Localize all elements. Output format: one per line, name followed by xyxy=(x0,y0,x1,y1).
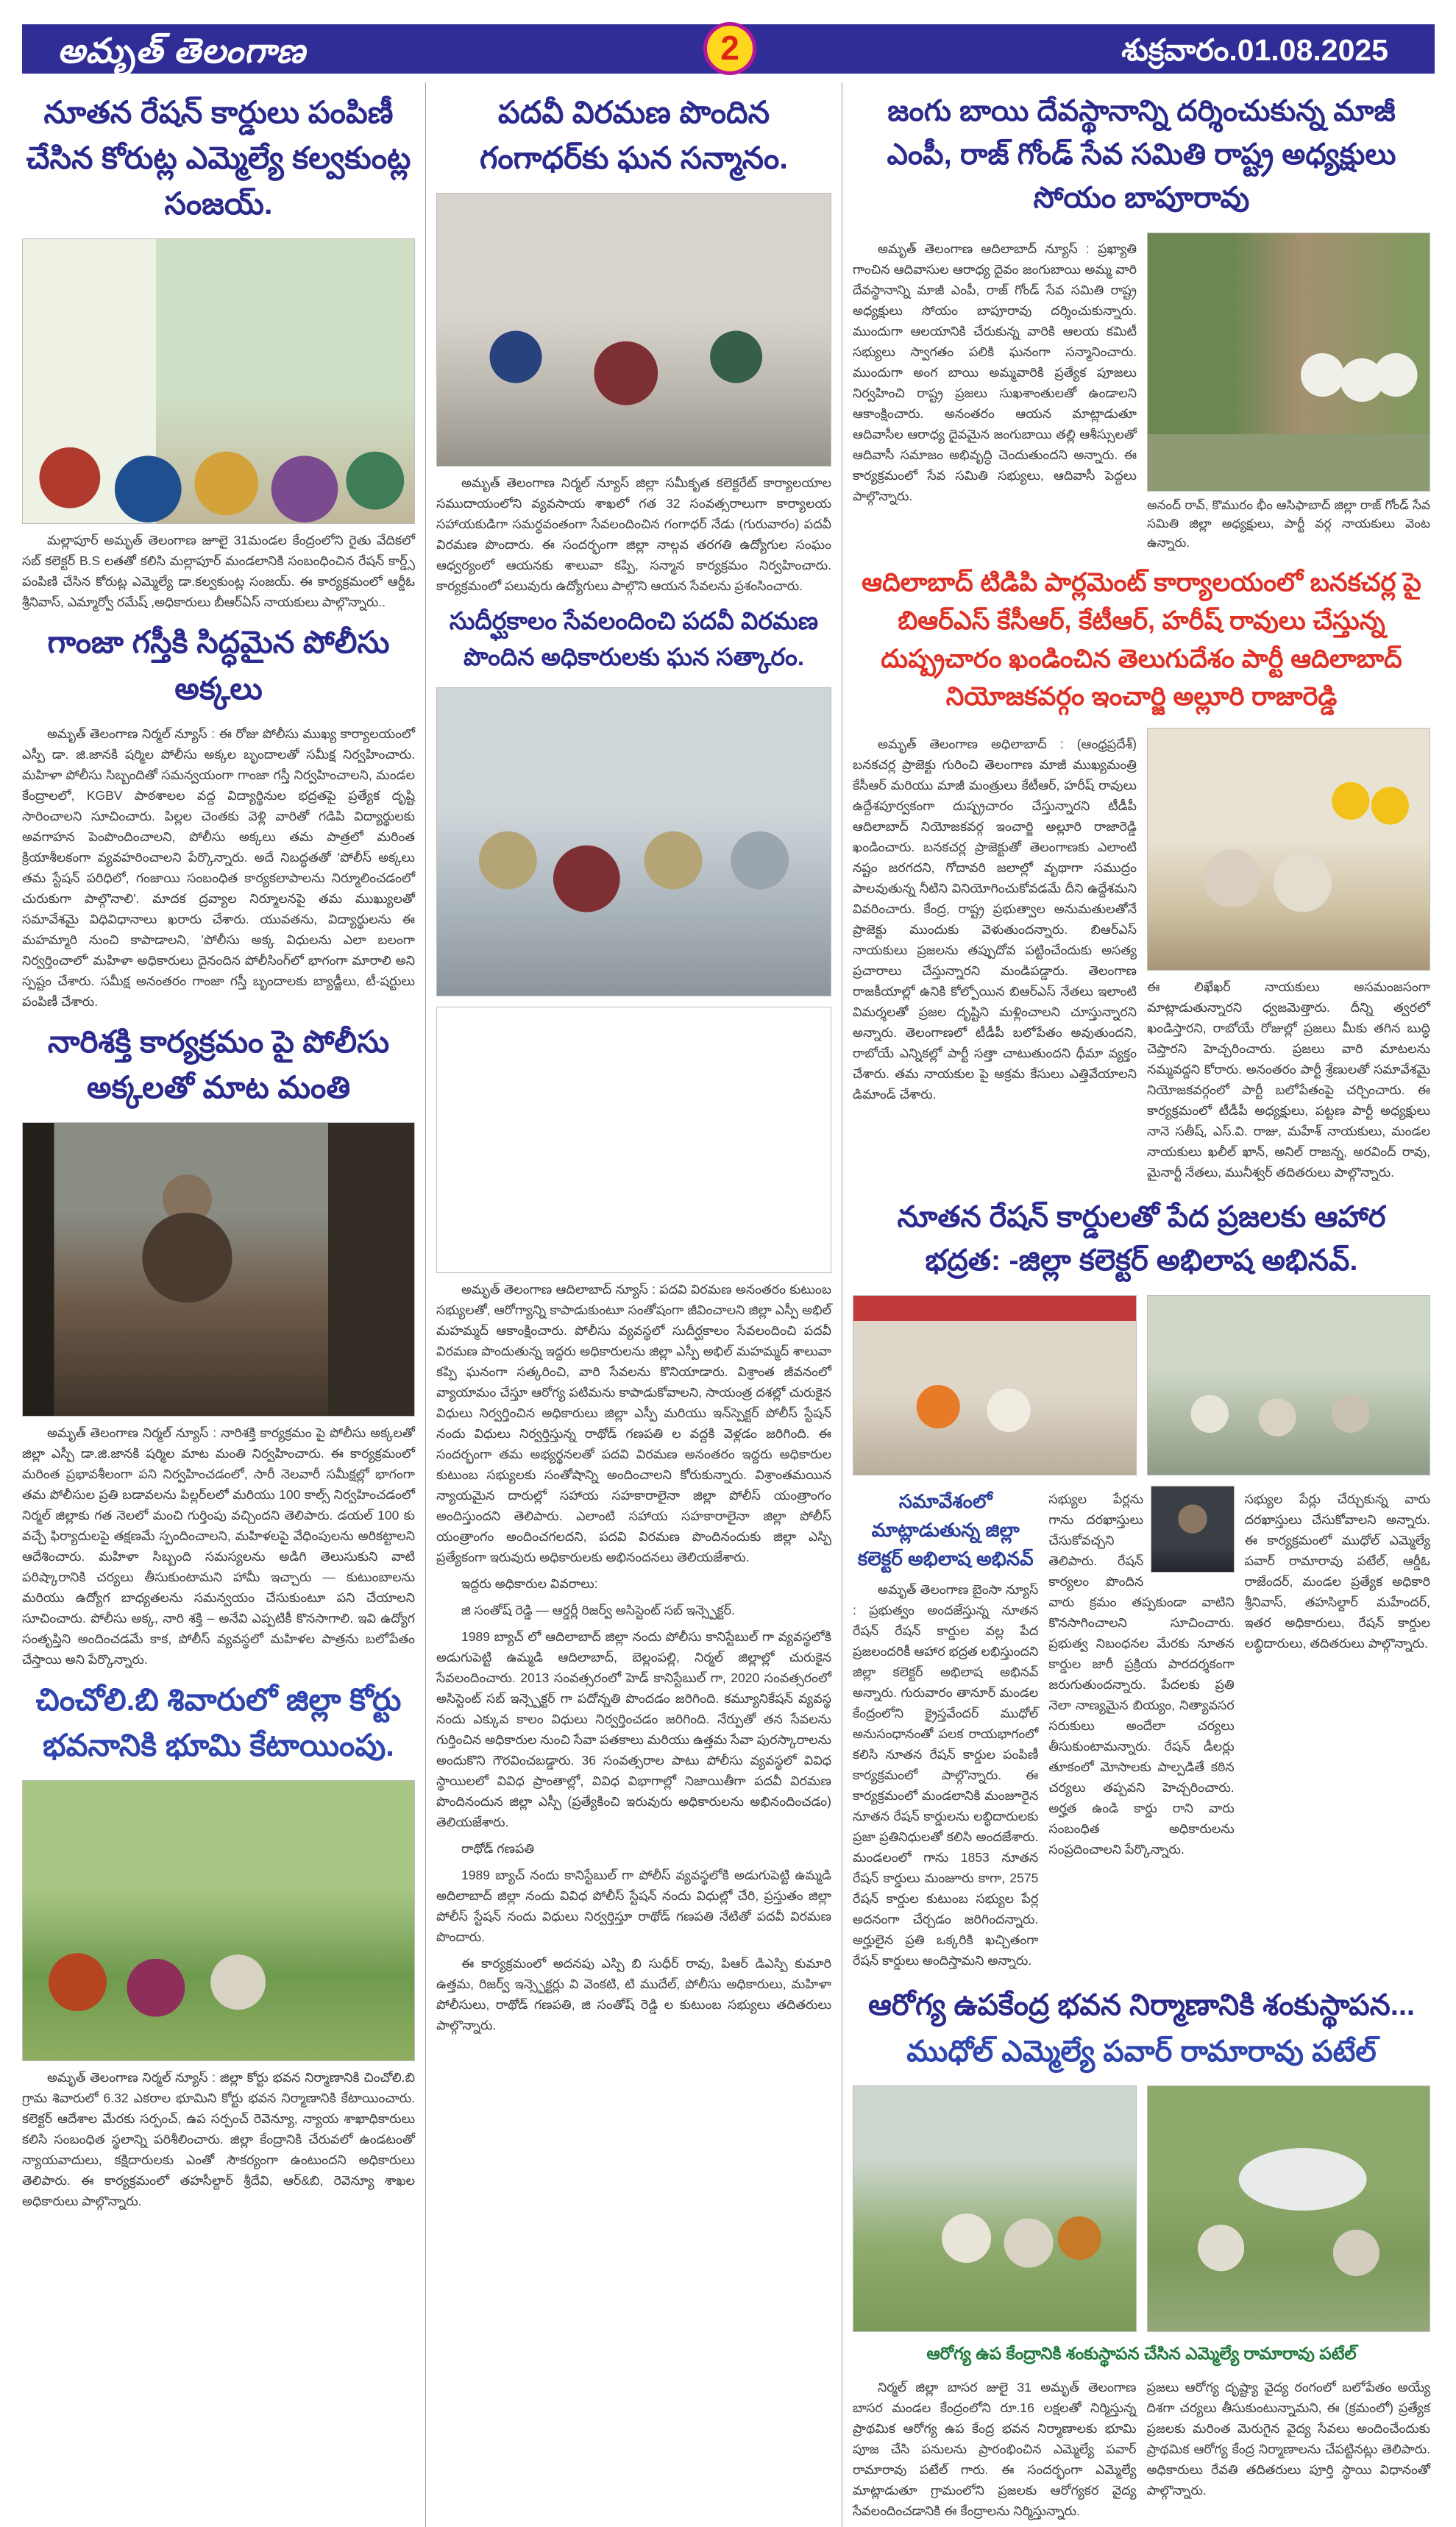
article-body-jangubai: అమృత్ తెలంగాణ ఆదిలాబాద్ న్యూస్ : ప్రఖ్యాతి గాంచిన ఆదివాసుల ఆరాధ్య దైవం జంగుబాయి అమ్మ వారి దేవస్థానాన్ని మాజీ ఎంపీ, రాజ్ గోండ్ సేవ సమితి రాష్ట్ర అధ్యక్షులు సోయం బాపూరావు దర్శించుకున్నారు. ముందుగా ఆలయానికి చేరుకున్న వారికి ఆలయ కమిటీ సభ్యులు స్వాగతం పలికి ఘనంగా సన్మానించారు. ముందుగా అంగ బాయి అమ్మవారికి ప్రత్యేక పూజలు నిర్వహించి రాష్ట్ర ప్రజలు సుఖశాంతులతో ఉండాలని ఆకాంక్షించారు. అనంతరం ఆయన మాట్లాడుతూ ఆదివాసీల ఆరాధ్య దైవమైన జంగుబాయి తల్లి ఆశీస్సులతో ఆదివాసీ సమాజం అభివృద్ధి చెందుతుందని అన్నారు. ఈ కార్యక్రమంలో సేవ సమితి సభ్యులు, ఆదివాసీ పెద్దలు పాల్గొన్నారు. xyxy=(853,241,1137,503)
page-number-badge: 2 xyxy=(703,22,756,75)
article-body-officers-honour-p2: 1989 బ్యాచ్ లో ఆదిలాబాద్ జిల్లా నందు పోలీసు కానిస్టేబుల్ గా వ్యవస్థలోకి అడుగుపెట్టి ఉమ్మడి ఆదిలాబాద్, బెల్లంపల్లి, నిర్మల్ జిల్లాల్లో చురుకైన సేవలందించారు. 2013 సంవత్సరంలో హెడ్ కానిస్టేబుల్ గా, 2020 సంవత్సరంలో అసిస్టెంట్ సబ్ ఇన్స్పెక్టర్ గా పదోన్నతి పొందడం జరిగింది. కమ్యూనికేషన్ వ్యవస్థ నందు ఎక్కువ కాలం విధులు నిర్వర్తించడం జరిగింది. నేర్పుతో తన సేవలను గుర్తించిన అధికారుల నుంచి సేవా పతకాలు మరియు ఉత్తమ సేవా పురస్కారాలను అందుకొని గౌరవించబడ్డారు. 36 సంవత్సరాల పాటు పోలీసు వ్యవస్థలో వివిధ స్థాయిలలో వివిధ ప్రాంతాల్లో, వివిధ విభాగాల్లో నిజాయితీగా పదవీ విరమణ పొందినందున జిల్లా ఎస్పీ (ప్రత్యేకించి ఇరువురు అధికారులను అభినందించడం) తెలియజేశారు. xyxy=(436,1628,831,1829)
article-body-court-land: అమృత్ తెలంగాణ నిర్మల్ న్యూస్ : జిల్లా కోర్టు భవన నిర్మాణానికి చించోలి.బి గ్రామ శివారులో 6.32 ఎకరాల భూమిని కోర్టు భవన నిర్మాణానికి కేటాయించారు. కలెక్టర్ ఆదేశాల మేరకు సర్పంచ్, ఉప సర్పంచ్ రెవెన్యూ, న్యాయ శాఖాధికారులు కలిసి సంబంధిత స్థలాన్ని పరిశీలించారు. జిల్లా కేంద్రానికి చేరువలో ఉండటంతో న్యాయవాదులు, కక్షిదారులకు ఎంతో సౌకర్యంగా ఉంటుందని అధికారులు తెలిపారు. ఈ కార్యక్రమంలో తహసీల్దార్ శ్రీదేవి, ఆర్&బి, రెవెన్యూ శాఖల అధికారులు పాల్గొన్నారు. xyxy=(22,2070,415,2209)
article-body-ration-col2: సభ్యుల పేర్లను గాను దరఖాస్తులు చేసుకోవచ్చని తెలిపారు. రేషన్ కార్యలం పొందిన వారు క్రమం తప్పకుండా వాటిని కొనసాగించాలని సూచించారు. ప్రభుత్వ నిబంధనల మేరకు నూతన కార్డుల జారీ ప్రక్రియ పారదర్శకంగా జరుగుతుందన్నారు. పేదలకు ప్రతి నెలా నాణ్యమైన బియ్యం, నిత్యావసర సరుకులు అందేలా చర్యలు తీసుకుంటామన్నారు. రేషన్ డీలర్లు తూకంలో మోసాలకు పాల్పడితే కఠిన చర్యలు తప్పవని హెచ్చరించారు. అర్హత ఉండి కార్డు రాని వారు సంబంధిత అధికారులను సంప్రదించాలని పేర్కొన్నారు. xyxy=(1048,1491,1235,1857)
newspaper-title: అమృత్ తెలంగాణ xyxy=(57,31,306,70)
article-body-officers-honour-p3: 1989 బ్యాచ్ నందు కానిస్టేబుల్ గా పోలీస్ వ్యవస్థలోకి అడుగుపెట్టి ఉమ్మడి అదిలాబాద్ జిల్లా నందు వివిధ పోలీస్ స్టేషన్ నందు విధుల్లో చేరి, ప్రస్తుతం జిల్లా పోలీస్ స్టేషన్ నందు విధులు నిర్వర్తిస్తూ రాథోడ్ గణపతి నేటితో పదవీ విరమణ పొందారు. xyxy=(436,1867,831,1944)
photo-court-land-inspection xyxy=(22,1780,415,2061)
subline-rathod-ganapathi: రాథోడ్ గణపతి xyxy=(461,1840,535,1856)
subline-officers-details: ఇద్దరు అధికారుల వివరాలు: xyxy=(461,1576,598,1591)
headline-health-subcentre-line2: ముధోల్ ఎమ్మెల్యే పవార్ రామారావు పటేల్ xyxy=(906,2035,1377,2068)
article-body-ration-col3: సభ్యుల పేర్లు చేర్చుకున్న వారు దరఖాస్తులు చేసుకోవాలని అన్నారు. ఈ కార్యక్రమంలో ముధోల్ ఎమ్మెల్యే పవార్ రామారావు పటేల్, ఆర్డీఓ రాజేందర్, మండల ప్రత్యేక అధికారి శ్రీనివాస్, తహసిల్దార్ మహేందర్, ఇతర అధికారులు, రేషన్ కార్డుల లబ్ధిదారులు, తదితరులు పాల్గొన్నారు. xyxy=(1244,1491,1430,1651)
row-jangubai xyxy=(853,233,1430,557)
headline-gangadhar-retirement: పదవీ విరమణ పొందిన గంగాధర్‌కు ఘన సన్మానం. xyxy=(480,95,788,176)
row-tdp xyxy=(853,728,1430,1188)
content-columns xyxy=(22,82,1430,2527)
column-left xyxy=(22,82,415,2527)
row-groundbreaking-photos xyxy=(853,2085,1430,2332)
subline-santosh-reddy: జి సంతోష్ రెడ్డి — ఆర్డర్లీ రిజర్వ్ అసిస్టెంట్ సబ్ ఇన్స్పెక్టర్. xyxy=(461,1602,735,1617)
article-body-ganja-patrol: అమృత్ తెలంగాణ నిర్మల్ న్యూస్ : ఈ రోజు పోలీసు ముఖ్య కార్యాలయంలో ఎస్పీ డా. జి.జానకి షర్మిల పోలీసు అక్కల బృందాలతో సమీక్ష నిర్వహించారు. మహిళా పోలీసు సిబ్బందితో సమన్వయంగా గాంజా గస్తీ నిర్వహించాలని, మండల కేంద్రాలలో, KGBV పాఠశాలల వద్ద విద్యార్థినుల భద్రతపై ప్రత్యేక దృష్టి సారించాలని సూచించారు. పిల్లల చెంతకు వెళ్లి వారితో గడిపి విద్యార్థులకు అవగాహన పెంపొందించాలని, పోలీసు అక్కలు తమ పాత్రలో మరింత క్రియాశీలకంగా వ్యవహరించాలని పేర్కొన్నారు. అదే నిబద్ధతతో 'పోలీస్ అక్కలు తమ స్టేషన్ పరిధిలో, గంజాయి సంబంధిత కార్యకలాపాలను నిర్మూలించడంలో చురుకుగా పాల్గొనాలి'. మాదక ద్రవ్యాల నిర్మూలనపై తమ ముఖ్యులతో సమావేశమై విధివిధానాలు ఖరారు చేశారు. యువతను, విద్యార్థులను ఈ మహమ్మారి నుంచి కాపాడాలని, 'పోలీసు అక్క విధులను ఎలా బలంగా నిర్వర్తించాలో' మహిళా అధికారులు దైనందిన పోలీసింగ్‌లో భాగంగా మారాలి అని స్పష్టం చేశారు. సమీక్ష అనంతరం గాంజా గస్తీ బృందాలకు బ్యాడ్జీలు, టీ-షర్టులు పంపిణీ చేశారు. xyxy=(22,726,415,1009)
caption-jangubai-photo: అనంద్ రావ్, కొమురం భీం ఆసిఫాబాద్ జిల్లా రాజ్ గోండ్ సేవ సమితి జిల్లా అధ్యక్షులు, పార్టీ వర్గ నాయకులు వెంట ఉన్నారు. xyxy=(1147,497,1430,550)
photo-officer-felicitation-2 xyxy=(436,1007,831,1273)
headline-health-subcentre-line1: ఆరోగ్య ఉపకేంద్ర భవన నిర్మాణానికి శంకుస్థాపన... xyxy=(867,1988,1416,2021)
photo-collector-meeting xyxy=(853,1295,1137,1475)
photo-tdp-office-meeting xyxy=(1147,728,1430,971)
article-body-officers-honour-p4: ఈ కార్యక్రమంలో అదనపు ఎస్పి బి సుధీర్ రావు, పిఆర్ డిఎస్పి కుమారి ఉత్తమ, రిజర్వ్ ఇన్స్పెక్టర్లు వి వెంకటి, టి ముదేల్, పోలీసు అధికారులు, మహిళా పోలీసులు, రాథోడ్ గణపతి, జి సంతోష్ రెడ్డి ల కుటుంబ సభ్యులు తదితరులు పాల్గొన్నారు. xyxy=(436,1955,831,2032)
edition-date: శుక్రవారం.01.08.2025 xyxy=(1121,33,1388,67)
article-body-gangadhar: అమృత్ తెలంగాణ నిర్మల్ న్యూస్ జిల్లా సమీకృత కలెక్టరేట్ కార్యాలయాల సముదాయంలోని వ్యవసాయ శాఖలో గత 32 సంవత్సరాలుగా కార్యాలయ సహాయకుడిగా సమర్థవంతంగా సేవలందించిన గంగాధర్ నేడు (గురువారం) పదవీ విరమణ పొందారు. ఈ సందర్భంగా జిల్లా నాల్గవ తరగతి ఉద్యోగుల సంఘం ఆధ్వర్యంలో ఆయనకు శాలువా కప్పి, సన్మాన కార్యక్రమం నిర్వహించారు. కార్యక్రమంలో పలువురు ఉద్యోగులు పాల్గొని ఆయన సేవలను ప్రశంసించారు. xyxy=(436,475,831,594)
headline-new-ration-cards-food-security: నూతన రేషన్ కార్డులతో పేద ప్రజలకు ఆహార భద్రత: -జిల్లా కలెక్టర్ అభిలాష అభినవ్. xyxy=(897,1201,1386,1277)
photo-groundbreaking-2 xyxy=(1147,2085,1431,2332)
column-middle xyxy=(425,82,831,2527)
headline-jangubai-temple-visit: జంగు బాయి దేవస్థానాన్ని దర్శించుకున్న మాజీ ఎంపీ, రాజ్ గోండ్ సేవ సమితి రాష్ట్ర అధ్యక్షులు సోయం బాపూరావు xyxy=(887,95,1396,215)
photo-ration-card-distribution xyxy=(22,238,415,524)
headline-district-court-land: చించోలి.బి శివారులో జిల్లా కోర్టు భవనానికి భూమి కేటాయింపు. xyxy=(35,1682,402,1763)
article-body-health-col1: నిర్మల్ జిల్లా బాసర జులై 31 అమృత్ తెలంగాణ బాసర మండల కేంద్రంలోని రూ.16 లక్షలతో నిర్మిస్తున్న ప్రాథమిక ఆరోగ్య ఉప కేంద్ర భవన నిర్మాణాలకు భూమి పూజ చేసి పనులను ప్రారంభించిన ఎమ్మెల్యే పవార్ రామారావు పటేల్ గారు. ఈ సందర్భంగా ఎమ్మెల్యే మాట్లాడుతూ గ్రామంలోని ప్రజలకు ఆరోగ్యకర వైద్య సేవలందించడానికి ఈ కేంద్రాలను నిర్మిస్తున్నారు. xyxy=(853,2379,1137,2518)
headline-officers-retirement-honour: సుదీర్ఘకాలం సేవలందించి పదవీ విరమణ పొందిన అధికారులకు ఘన సత్కారం. xyxy=(449,607,819,671)
headline-ration-cards-korutla: నూతన రేషన్ కార్డులు పంపిణీ చేసిన కోరుట్ల ఎమ్మెల్యే కల్వకుంట్ల సంజయ్. xyxy=(26,95,411,221)
photo-collector-portrait xyxy=(1151,1486,1235,1573)
row-collector-photos xyxy=(853,1295,1430,1475)
headline-narishakti-program: నారిశక్తి కార్యక్రమం పై పోలీసు అక్కలతో మాట మంతి xyxy=(47,1024,390,1105)
article-body-ration-col1: అమృత్ తెలంగాణ బైంసా న్యూస్ : ప్రభుత్వం అందజేస్తున్న నూతన రేషన్ రేషన్ కార్డుల వల్ల పేద ప్రజలందరికీ ఆహార భద్రత లభిస్తుందని జిల్లా కలెక్టర్ అభిలాష అభినవ్ అన్నారు. గురువారం తానూర్ మండల కేంద్రంలోని క్రైస్తవేందర్ ముధోల్ అనుసంధానంతో పలక రాయభాగంలో కలిసి నూతన రేషన్ కార్డుల పంపిణీ కార్యక్రమంలో పాల్గొన్నారు. ఈ కార్యక్రమంలో మండలానికి మంజూరైన నూతన రేషన్ కార్డులను లబ్ధిదారులకు ప్రజా ప్రతినిధులతో కలిసి అందజేశారు. మండలంలో గాను 1853 నూతన రేషన్ కార్డులు మంజూరు కాగా, 2575 రేషన్ కార్డుల కుటుంబ సభ్యుల పేర్ల అదనంగా చేర్చడం జరిగిందన్నారు. అర్హులైన ప్రతి ఒక్కరికి ఖచ్చితంగా రేషన్ కార్డులు అందిస్తామని అన్నారు. xyxy=(853,1581,1039,1968)
article-body-tdp-left: అమృత్ తెలంగాణ అధిలాబాద్ : (ఆంధ్రప్రదేశ్) బనకచర్ల ప్రాజెక్టు గురించి తెలంగాణ మాజీ ముఖ్యమంత్రి కేసీఆర్ మరియు మాజీ మంత్రులు కేటీఆర్, హరీష్ రావులు ఉద్దేశపూర్వకంగా దుష్ప్రచారం చేస్తున్నారని టీడీపీ ఆదిలాబాద్ నియోజకవర్గ ఇంచార్జి అల్లూరి రాజారెడ్డి ఖండించారు. బనకచర్ల ప్రాజెక్టుతో తెలంగాణకు ఎలాంటి నష్టం జరగదని, గోదావరి జలాల్లో వృథాగా సముద్రం పాలవుతున్న నీటిని వినియోగించుకోవడమే దీని ఉద్దేశమని వివరించారు. కేంద్ర, రాష్ట్ర ప్రభుత్వాల అనుమతులతోనే ప్రాజెక్టు ముందుకు వెళుతుందన్నారు. బిఆర్ఎస్ నాయకులు ప్రజలను తప్పుదోవ పట్టించేందుకు అసత్య ప్రచారాలు చేస్తున్నారని మండిపడ్డారు. తెలంగాణ రాజకీయాల్లో ఉనికి కోల్పోయిన బిఆర్ఎస్ నేతలు ఇలాంటి విమర్శలతో ప్రజల దృష్టిని మళ్లించాలని చూస్తున్నారని అన్నారు. తెలంగాణలో టీడీపీ బలోపేతం అవుతుందని, రాబోయే ఎన్నికల్లో పార్టీ సత్తా చాటుతుందని ధీమా వ్యక్తం చేశారు. తమ నాయకుల పై అక్రమ కేసులు ఎత్తివేయాలని డిమాండ్ చేశారు. xyxy=(853,737,1137,1102)
headline-ganja-patrol-police-akkalu: గాంజా గస్తీకి సిద్ధమైన పోలీసు అక్కలు xyxy=(47,625,390,706)
article-body-officers-honour-p1: అమృత్ తెలంగాణ ఆదిలాబాద్ న్యూస్ : పదవి విరమణ అనంతరం కుటుంబ సభ్యులతో, ఆరోగ్యాన్ని కాపాడుకుంటూ సంతోషంగా జీవించాలని జిల్లా ఎస్పీ అభిల్ మహమ్మద్ ఆకాంక్షించారు. పోలీసు వ్యవస్థలో సుదీర్ఘకాలం సేవలందించి పదవీ విరమణ పొందుతున్న ఇద్దరు అధికారులను జిల్లా ఎస్పీ అభిల్ మహమ్మద్ శాలువా కప్పి ఘనంగా సత్కరించి, వారి సేవలను కొనియాడారు. విశ్రాంత జీవనంలో వ్యాయామం చేస్తూ ఆరోగ్య పటిమను కాపాడుకోవాలని, సాయంత్ర దశల్లో చురుకైన విధులు నిర్వర్తించిన అధికారులు జిల్లా ఎస్పీ మరియు ఇన్‌స్పెక్టర్ పోలీస్ స్టేషన్ నందు విధులు నిర్వర్తిస్తున్న రాథోడ్ గణపతి ల వద్దకి వెళ్లడం జరిగింది. ఈ సందర్భంగా తమ అభ్యర్థనలతో పదవి విరమణ అనంతరం ఇద్దరు అధికారుల కుటుంబ సభ్యులకు సంతోషాన్ని అందించాలని కోరుకున్నారు. విశ్రాంతమయిన న్యాయమైన దారుల్లో సహాయ సహకారాలైనా జిల్లా పోలీస్ యంత్రాంగం అందిస్తుందని తెలిపారు. ఎలాంటి సహాయ సహకారాలైనా జిల్లా పోలీస్ యంత్రాంగం అందించగలదని, పదవి విరమణ పొందినందుకు జిల్లా ఎస్పి ప్రత్యేకంగా ఇరువురు అధికారులకు అభినందనలు తెలియజేశారు. xyxy=(436,1281,831,1564)
photo-meeting-audience xyxy=(1147,1295,1431,1475)
article-body-narishakti: అమృత్ తెలంగాణ నిర్మల్ న్యూస్ : నారిశక్తి కార్యక్రమం పై పోలీసు అక్కలతో జిల్లా ఎస్పీ డా.జి.జానకి షర్మిల మాట మంతి నిర్వహించారు. ఈ కార్యక్రమంలో మరింత ప్రభావశీలంగా పని నిర్వహించడంలో, సారీ నెలవారీ సమీక్షల్లో భాగంగా తమ పోలీసుల ప్రతి బడావలను పిల్లర్‌లలో మరియు 100 కాల్స్ నిర్వహించడంలో నిర్మల్ జిల్లాకు గత నెలలో మంచి గుర్తింపు వచ్చిందని తెలిపారు. డయల్ 100 కు వచ్చే ఫిర్యాదులపై తక్షణమే స్పందించాలని, మహిళలపై వేధింపులను అరికట్టాలని ఆదేశించారు. మహిళా సిబ్బంది సమస్యలను అడిగి తెలుసుకుని వాటి పరిష్కారానికి చర్యలు తీసుకుంటామని హామీ ఇచ్చారు — కుటుంబాలను మరియు ఉద్యోగ బాధ్యతలను సమన్వయం చేసుకుంటూ పని చేయాలని సూచించారు. పోలీసు అక్క, నారి శక్తి – అనేవి ఎప్పటికీ కొనసాగాలి. ఇవి ఉద్యోగ సంతృప్తిని అందించడమే కాక, పోలీస్ వ్యవస్థలో మహిళల పాత్రను బలోపేతం చేస్తాయి అని పేర్కొన్నారు. xyxy=(22,1425,415,1667)
photo-sp-office-meeting xyxy=(22,1122,415,1417)
photo-officer-felicitation-1 xyxy=(436,687,831,996)
row-health-text-columns xyxy=(853,2371,1430,2527)
photo-gangadhar-felicitation xyxy=(436,193,831,467)
row-ration-text-columns xyxy=(853,1483,1430,1977)
photo-groundbreaking-1 xyxy=(853,2085,1137,2332)
column-right xyxy=(842,82,1430,2527)
caption-ration-card-distribution: మల్లాపూర్ అమృత్ తెలంగాణ జూలై 31మండల కేంద్రంలోని రైతు వేదికలో సబ్ కలెక్టర్ B.S లతతో కలిసి మల్లాపూర్ మండలానికి సంబంధించిన రేషన్ కార్డ్స్ పంపిణి చేసిన కోరుట్ల ఎమ్మెల్యే డా.కల్వకుంట్ల సంజయ్. ఈ కార్యక్రమంలో ఆర్డీఓ శ్రీనివాస్, ఎమ్మార్వో రమేష్ ,అధికారులు బీఆర్ఏస్ నాయకులు పాల్గొన్నారు.. xyxy=(22,533,415,610)
subhead-collector-speaking: సమావేశంలో మాట్లాడుతున్న జిల్లా కలెక్టర్ అభిలాష అభినవ్ xyxy=(857,1489,1034,1570)
article-body-health-col2: ప్రజలు ఆరోగ్య దృష్ట్యా వైద్య రంగంలో బలోపేతం అయ్యే దిశగా చర్యలు తీసుకుంటున్నామని, ఈ (క్రమంలో) ప్రత్యేక ప్రజలకు మరింత మెరుగైన వైద్య సేవలు అందించేందుకు ప్రాథమిక ఆరోగ్య కేంద్ర నిర్మాణాలను చేపట్టినట్లు తెలిపారు. అధికారులు రేవతి తదితరులు పూర్తి స్థాయి విధానంతో పాల్గొన్నారు. xyxy=(1146,2379,1430,2498)
headline-tdp-banakacharla-condemnation: ఆదిలాబాద్ టిడిపి పార్లమెంట్ కార్యాలయంలో బనకచర్ల పై బిఆర్ఎస్ కేసీఆర్, కేటీఆర్, హరీష్ రావులు చేస్తున్న దుష్ప్రచారం ఖండించిన తెలుగుదేశం పార్టీ ఆదిలాబాద్ నియోజకవర్గం ఇంచార్జి అల్లూరి రాజారెడ్డి xyxy=(862,568,1421,712)
caption-groundbreaking: ఆరోగ్య ఉప కేంద్రానికి శంకుస్థాపన చేసిన ఎమ్మెల్యే రామారావు పటేల్ xyxy=(926,2344,1357,2363)
article-body-tdp-right: ఈ లిఖేఖర్ నాయకులు అసమంజసంగా మాట్లాడుతున్నారని ధ్వజమెత్తారు. దీన్ని త్వరలో ఖండిస్తారని, రాబోయే రోజుల్లో ప్రజలు మీకు తగిన బుద్ధి చెప్తారని హెచ్చరించారు. ప్రజలు వారి మాటలను నమ్మవద్దని కోరారు. అనంతరం పార్టీ శ్రేణులతో సమావేశమై నియోజకవర్గంలో పార్టీ బలోపేతంపై చర్చించారు. ఈ కార్యక్రమంలో టీడీపీ అధ్యక్షులు, పట్టణ పార్టీ అధ్యక్షులు నానె సతీష్, ఎస్.వి. రాజు, మహేశ్ నాయకులు, మండల నాయకులు ఖలీల్ ఖాన్, అనిల్ రాజన్న, అరవింద్ రావు, మైనార్టీ నేతలు, మునీశ్వర్ తదితరులు పాల్గొన్నారు. xyxy=(1147,979,1430,1180)
photo-jangubai-temple xyxy=(1147,233,1430,492)
